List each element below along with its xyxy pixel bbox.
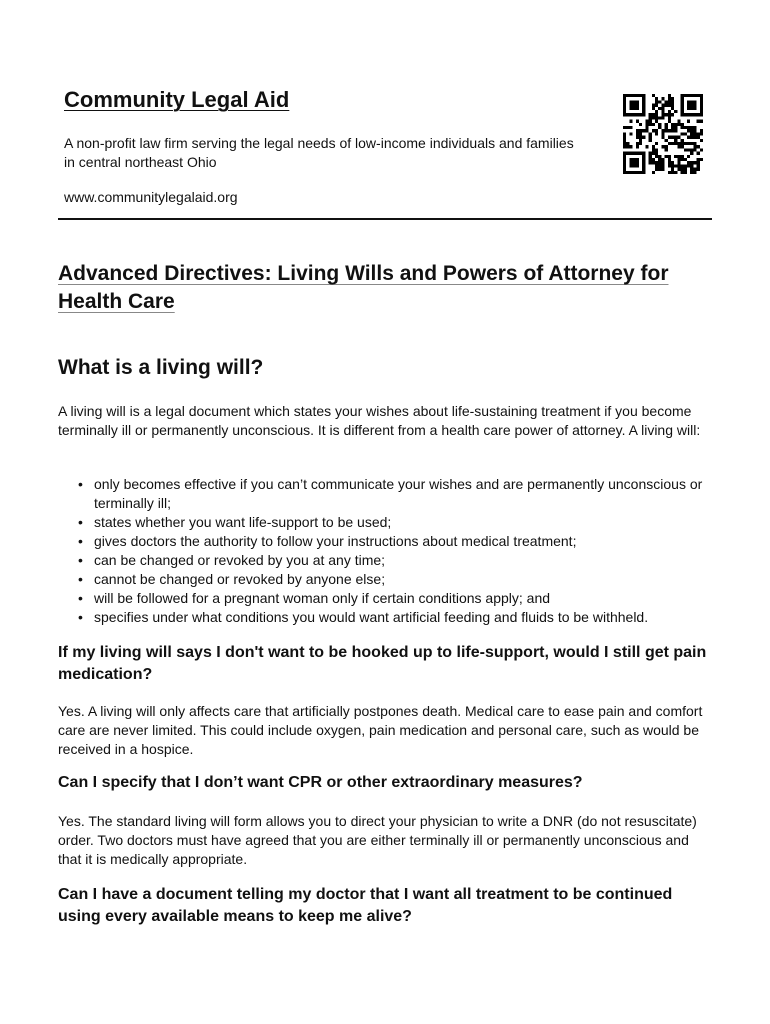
living-will-bullet-list	[78, 475, 724, 627]
faq-question: Can I have a document telling my doctor that I want all treatment to be continued using every available means to keep me alive?	[58, 886, 673, 925]
list-item: • specifies under what conditions you would want artificial feeding and fluids to be withheld.	[94, 608, 724, 627]
list-item: • gives doctors the authority to follow your instructions about medical treatment;	[94, 532, 724, 551]
list-item: • states whether you want life-support to be used;	[94, 513, 724, 532]
qr-code-icon	[623, 94, 703, 174]
faq-question: Can I specify that I don’t want CPR or other extraordinary measures?	[58, 774, 583, 791]
header-divider	[58, 218, 712, 220]
list-item: • will be followed for a pregnant woman only if certain conditions apply; and	[94, 589, 724, 608]
intro-paragraph: A living will is a legal document which states your wishes about life-sustaining treatment if you become terminally ill or permanently unconscious. It is different from a health care power of attorney. A living will:	[58, 403, 701, 438]
section-heading: What is a living will?	[58, 356, 264, 379]
faq-answer: Yes. A living will only affects care that artificially postpones death. Medical care to ease pain and comfort care are never limited. This could include oxygen, pain medication and personal care, such as would be received in a hospice.	[58, 703, 703, 757]
list-item: • can be changed or revoked by you at any time;	[94, 551, 724, 570]
document-title: Advanced Directives: Living Wills and Powers of Attorney for Health Care	[58, 262, 669, 313]
faq-answer: Yes. The standard living will form allows you to direct your physician to write a DNR (do not resuscitate) order. Two doctors must have agreed that you are either terminally ill or permanently unconscious and that it is medically appropriate.	[58, 813, 697, 867]
website-link[interactable]: www.communitylegalaid.org	[64, 189, 238, 205]
faq-question: If my living will says I don't want to be hooked up to life-support, would I still get pain medication?	[58, 644, 707, 683]
org-description: A non-profit law firm serving the legal needs of low-income individuals and families in central northeast Ohio	[64, 135, 574, 170]
org-name: Community Legal Aid	[64, 87, 290, 112]
list-item: • only becomes effective if you can’t communicate your wishes and are permanently unconscious or terminally ill;	[94, 475, 724, 513]
list-item: • cannot be changed or revoked by anyone else;	[94, 570, 724, 589]
